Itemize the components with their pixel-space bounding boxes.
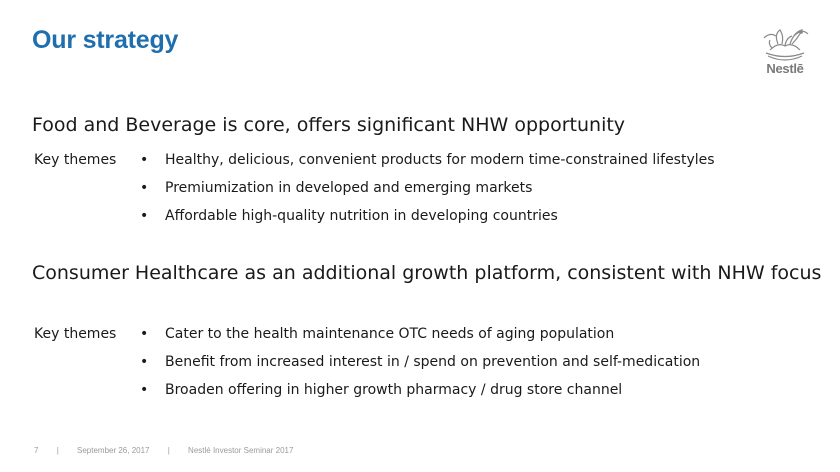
key-themes-label: Key themes [34,326,117,342]
bullet-text: Premiumization in developed and emerging markets [165,180,533,196]
page-number: 7 [34,446,39,455]
list-item [140,208,715,236]
section-heading-food-beverage: Food and Beverage is core, offers significant NHW opportunity [32,114,626,136]
list-item [140,180,715,208]
bullet-icon: • [140,208,149,224]
bullet-list-consumer-healthcare [140,326,700,410]
bullet-icon: • [140,180,149,196]
footer-separator: | [56,446,59,455]
nestle-logo [756,20,814,80]
page-title: Our strategy [32,26,179,54]
bullet-text: Benefit from increased interest in / spend on prevention and self-medication [165,354,701,370]
footer-separator: | [167,446,170,455]
key-themes-label: Key themes [34,152,117,168]
bullet-text: Cater to the health maintenance OTC needs of aging population [165,326,615,342]
bullet-icon: • [140,152,149,168]
bullet-icon: • [140,382,149,398]
bullet-icon: • [140,354,149,370]
list-item [140,354,700,382]
logo-wordmark: Nestlē [766,61,804,76]
footer-date: September 26, 2017 [77,446,150,455]
list-item [140,326,700,354]
slide-footer [34,446,293,455]
list-item [140,382,700,410]
nest-bird-logo-icon [756,20,814,62]
list-item [140,152,715,180]
bullet-list-food-beverage [140,152,715,236]
bullet-icon: • [140,326,149,342]
bullet-text: Broaden offering in higher growth pharmacy / drug store channel [165,382,623,398]
section-heading-consumer-healthcare: Consumer Healthcare as an additional growth platform, consistent with NHW focus [32,262,822,284]
footer-event: Nestlé Investor Seminar 2017 [188,446,294,455]
bullet-text: Affordable high-quality nutrition in developing countries [165,208,558,224]
bullet-text: Healthy, delicious, convenient products for modern time-constrained lifestyles [165,152,715,168]
